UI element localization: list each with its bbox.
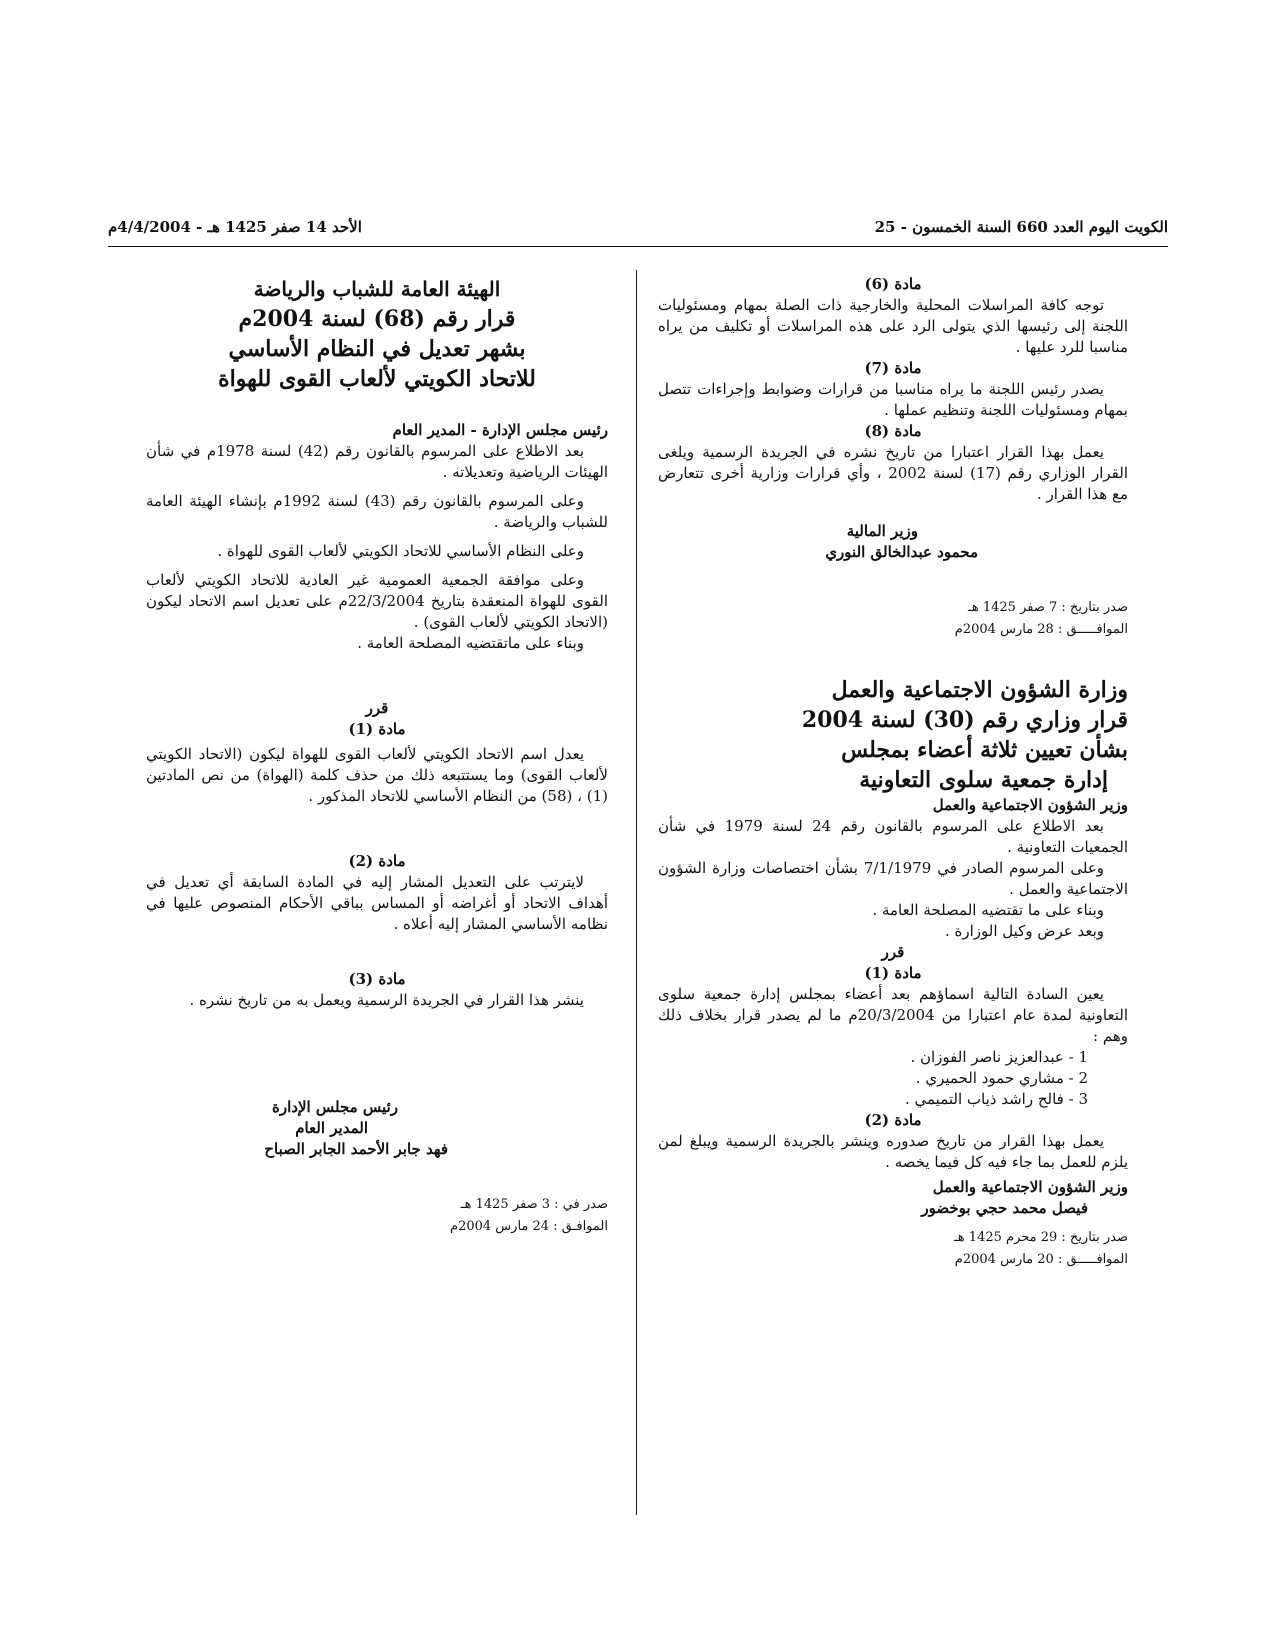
signature-name: فهد جابر الأحمد الجابر الصباح [264, 1140, 448, 1158]
article-1-text: يعين السادة التالية اسماؤهم بعد أعضاء بمجلس إدارة جمعية سلوى التعاونية لمدة عام اعتبارا من 20/3/2004م ما لم يصدر قرار بخلاف ذلك وهم : [658, 985, 1128, 1045]
preamble-2: وعلى المرسوم بالقانون رقم (43) لسنة 1992م بإنشاء الهيئة العامة للشباب والرياضة . [146, 492, 608, 531]
article-7-title: مادة (7) [864, 359, 922, 377]
header-issue-info: الكويت اليوم العدد 660 السنة الخمسون - 25 [874, 218, 1168, 236]
finance-minister-signature [658, 521, 1128, 563]
right-column [658, 274, 1128, 1271]
article-3-text: ينشر هذا القرار في الجريدة الرسمية ويعمل به من تاريخ نشره . [189, 991, 584, 1009]
article-1-title: مادة (1) [864, 964, 922, 982]
decree-number: قرار رقم (68) لسنة 2004م [238, 306, 516, 332]
preamble-1: بعد الاطلاع على المرسوم بالقانون رقم 24 لسنة 1979 في شأن الجمعيات التعاونية . [658, 817, 1128, 856]
issue-date: صدر في : 3 صفر 1425 هـ [460, 1197, 608, 1212]
preamble-2: وعلى المرسوم الصادر في 7/1/1979 بشأن اختصاصات وزارة الشؤون الاجتماعية والعمل . [658, 859, 1128, 898]
signature-title: وزير المالية [846, 522, 918, 540]
article-7-text: يصدر رئيس اللجنة ما يراه مناسبا من قرارات وضوابط وإجراءات تتصل بمهام ومسئوليات اللجنة وتنظيم عملها . [658, 380, 1128, 419]
list-item: 3 - فالح راشد ذياب التميمي . [904, 1090, 1088, 1108]
list-item: 2 - مشاري حمود الحميري . [915, 1069, 1088, 1087]
minister-heading: وزير الشؤون الاجتماعية والعمل [932, 796, 1128, 814]
article-8-text: يعمل بهذا القرار اعتبارا من تاريخ نشره في الجريدة الرسمية ويلغى القرار الوزاري رقم (17) لسنة 2002 ، وأي قرارات وزارية أخرى تتعارض مع هذا القرار . [658, 443, 1128, 503]
corresponding-date: الموافـق : 24 مارس 2004م [450, 1219, 608, 1234]
header-rule [108, 246, 1168, 247]
ministry-heading: وزارة الشؤون الاجتماعية والعمل [831, 677, 1128, 703]
article-1-title: مادة (1) [348, 720, 406, 738]
decree-number: قرار وزاري رقم (30) لسنة 2004 [801, 707, 1128, 733]
signature-subtitle: المدير العام [295, 1119, 368, 1137]
article-2-text: يعمل بهذا القرار من تاريخ صدوره وينشر بالجريدة الرسمية ويبلغ لمن يلزم للعمل بما جاء فيه كل فيما يخصه . [658, 1132, 1128, 1171]
preamble-3: وعلى النظام الأساسي للاتحاد الكويتي لألعاب القوى للهواة . [217, 542, 584, 560]
article-1-text: يعدل اسم الاتحاد الكويتي لألعاب القوى للهواة ليكون (الاتحاد الكويتي لألعاب القوى) وما يستتبعه ذلك من حذف كلمة (الهواة) من نص المادتين (1) ، (58) من النظام الأساسي للاتحاد المذكور . [146, 745, 608, 805]
preamble-4: وبعد عرض وكيل الوزارة . [944, 922, 1104, 940]
article-6-title: مادة (6) [864, 275, 922, 293]
decree-subject-2: إدارة جمعية سلوى التعاونية [859, 767, 1108, 793]
corresponding-date: الموافـــــق : 28 مارس 2004م [954, 622, 1128, 637]
article-6-text: توجه كافة المراسلات المحلية والخارجية ذات الصلة بمهام ومسئوليات اللجنة إلى رئيسها الذي يتولى الرد على هذه المراسلات أو تكليف من يراه مناسبا للرد عليها . [658, 296, 1128, 356]
header-date: الأحد 14 صفر 1425 هـ - 4/4/2004م [108, 218, 362, 236]
article-2-title: مادة (2) [348, 852, 406, 870]
article-2-title: مادة (2) [864, 1111, 922, 1129]
decided-heading: قرر [365, 699, 389, 717]
article-8-title: مادة (8) [864, 422, 922, 440]
preamble-1: بعد الاطلاع على المرسوم بالقانون رقم (42) لسنة 1978م في شأن الهيئات الرياضية وتعديلاته . [146, 442, 608, 481]
social-minister-title: وزير الشؤون الاجتماعية والعمل [932, 1178, 1128, 1196]
authority-heading: الهيئة العامة للشباب والرياضة [253, 277, 501, 301]
issuer-heading: رئيس مجلس الإدارة - المدير العام [392, 421, 608, 439]
preamble-5: وبناء على ماتقتضيه المصلحة العامة . [357, 634, 584, 652]
decree-subject-1: بشهر تعديل في النظام الأساسي [228, 336, 526, 362]
article-2-text: لايترتب على التعديل المشار إليه في المادة السابقة أي تعديل في أهداف الاتحاد أو أغراضه أو المساس بباقي الأحكام المنصوص عليها في نظامه الأساسي المشار إليه أعلاه . [146, 873, 608, 933]
column-divider [636, 270, 637, 1515]
signature-name: محمود عبدالخالق النوري [825, 543, 978, 561]
members-list [658, 1047, 1128, 1110]
page-header [108, 218, 1168, 244]
decree-subject-2: للاتحاد الكويتي لألعاب القوى للهواة [218, 366, 536, 392]
signature-title: رئيس مجلس الإدارة [272, 1098, 398, 1116]
preamble-4: وعلى موافقة الجمعية العمومية غير العادية للاتحاد الكويتي لألعاب القوى للهواة المنعقدة بتاريخ 22/3/2004م على تعديل اسم الاتحاد ليكون (الاتحاد الكويتي لألعاب القوى) . [146, 571, 608, 631]
issue-date: صدر بتاريخ : 29 محرم 1425 هـ [954, 1230, 1128, 1245]
corresponding-date: الموافـــــق : 20 مارس 2004م [954, 1252, 1128, 1267]
issue-date: صدر بتاريخ : 7 صفر 1425 هـ [968, 600, 1128, 615]
article-3-title: مادة (3) [348, 970, 406, 988]
decree-subject-1: بشأن تعيين ثلاثة أعضاء بمجلس [841, 737, 1128, 763]
board-chairman-signature [146, 1097, 608, 1160]
list-item: 1 - عبدالعزيز ناصر الفوزان . [910, 1048, 1088, 1066]
left-column [146, 274, 608, 1238]
preamble-3: وبناء على ما تقتضيه المصلحة العامة . [872, 901, 1104, 919]
decided-heading: قرر [881, 943, 905, 961]
social-minister-name: فيصل محمد حجي بوخضور [921, 1199, 1088, 1217]
